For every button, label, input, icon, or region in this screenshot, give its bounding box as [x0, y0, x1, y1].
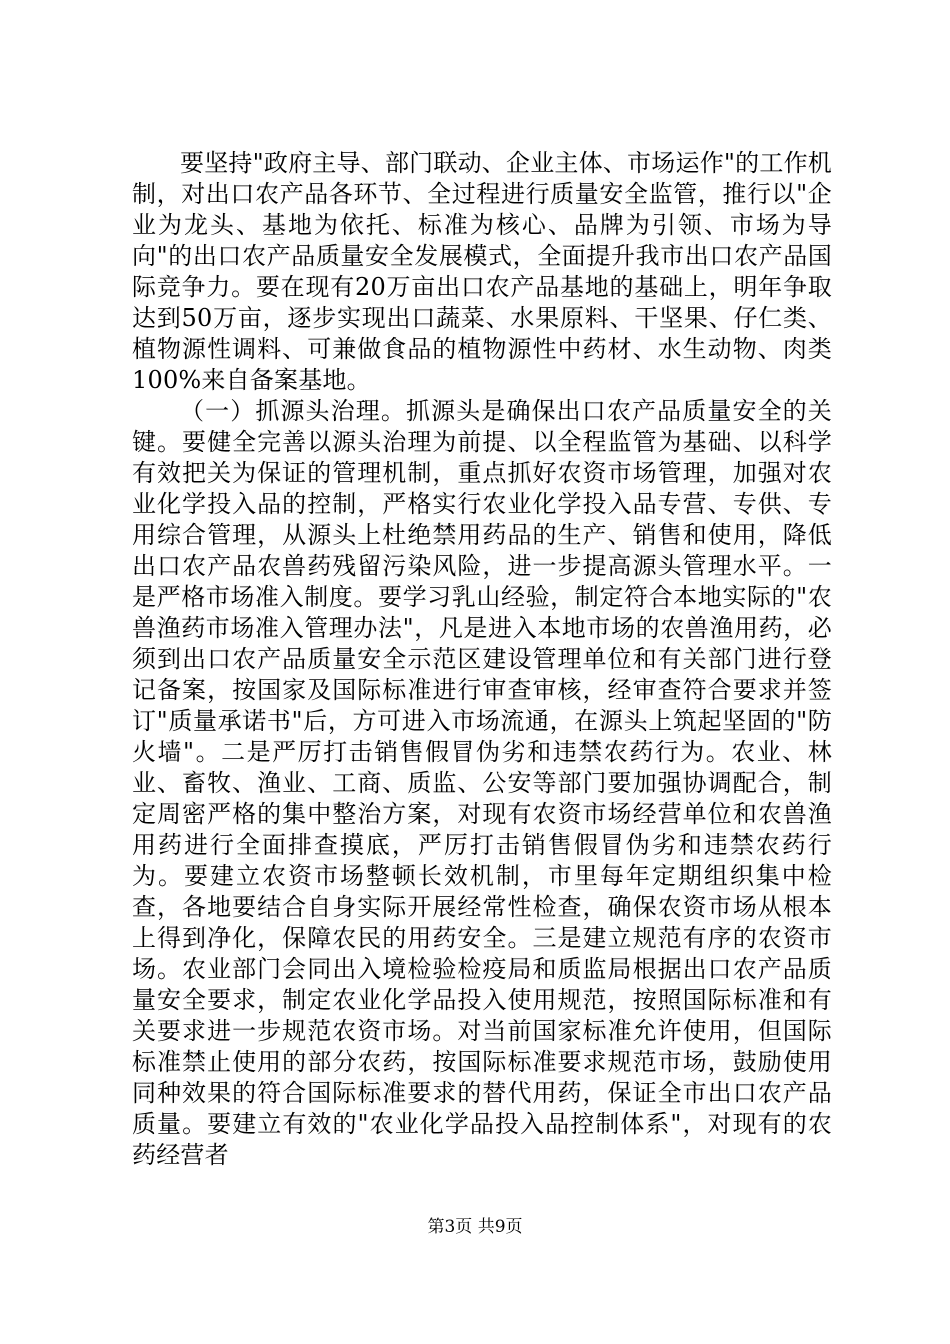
page-number-footer: 第3页 共9页	[427, 1217, 523, 1237]
document-body	[132, 148, 832, 1171]
paragraph-source-control: （一）抓源头治理。抓源头是确保出口农产品质量安全的关键。要健全完善以源头治理为前提、以全程监管为基础、以科学有效把关为保证的管理机制，重点抓好农资市场管理，加强对农业化学投入品的控制，严格实行农业化学投入品专营、专供、专用综合管理，从源头上杜绝禁用药品的生产、销售和使用，降低出口农产品农兽药残留污染风险，进一步提高源头管理水平。一是严格市场准入制度。要学习乳山经验，制定符合本地实际的"农兽渔药市场准入管理办法"，凡是进入本地市场的农兽渔用药，必须到出口农产品质量安全示范区建设管理单位和有关部门进行登记备案，按国家及国际标准进行审查审核，经审查符合要求并签订"质量承诺书"后，方可进入市场流通，在源头上筑起坚固的"防火墙"。二是严厉打击销售假冒伪劣和违禁农药行为。农业、林业、畜牧、渔业、工商、质监、公安等部门要加强协调配合，制定周密严格的集中整治方案，对现有农资市场经营单位和农兽渔用药进行全面排查摸底，严厉打击销售假冒伪劣和违禁农药行为。要建立农资市场整顿长效机制，市里每年定期组织集中检查，各地要结合自身实际开展经常性检查，确保农资市场从根本上得到净化，保障农民的用药安全。三是建立规范有序的农资市场。农业部门会同出入境检验检疫局和质监局根据出口农产品质量安全要求，制定农业化学品投入使用规范，按照国际标准和有关要求进一步规范农资市场。对当前国家标准允许使用，但国际标准禁止使用的部分农药，按国际标准要求规范市场，鼓励使用同种效果的符合国际标准要求的替代用药，保证全市出口农产品质量。要建立有效的"农业化学品投入品控制体系"，对现有的农药经营者	[132, 397, 832, 1169]
paragraph-mechanism: 要坚持"政府主导、部门联动、企业主体、市场运作"的工作机制，对出口农产品各环节、全过程进行质量安全监管，推行以"企业为龙头、基地为依托、标准为核心、品牌为引领、市场为导向"的出口农产品质量安全发展模式，全面提升我市出口农产品国际竞争力。要在现有20万亩出口农产品基地的基础上，明年争取达到50万亩，逐步实现出口蔬菜、水果原料、干坚果、仔仁类、植物源性调料、可兼做食品的植物源性中药材、水生动物、肉类100%来自备案基地。	[132, 149, 832, 394]
